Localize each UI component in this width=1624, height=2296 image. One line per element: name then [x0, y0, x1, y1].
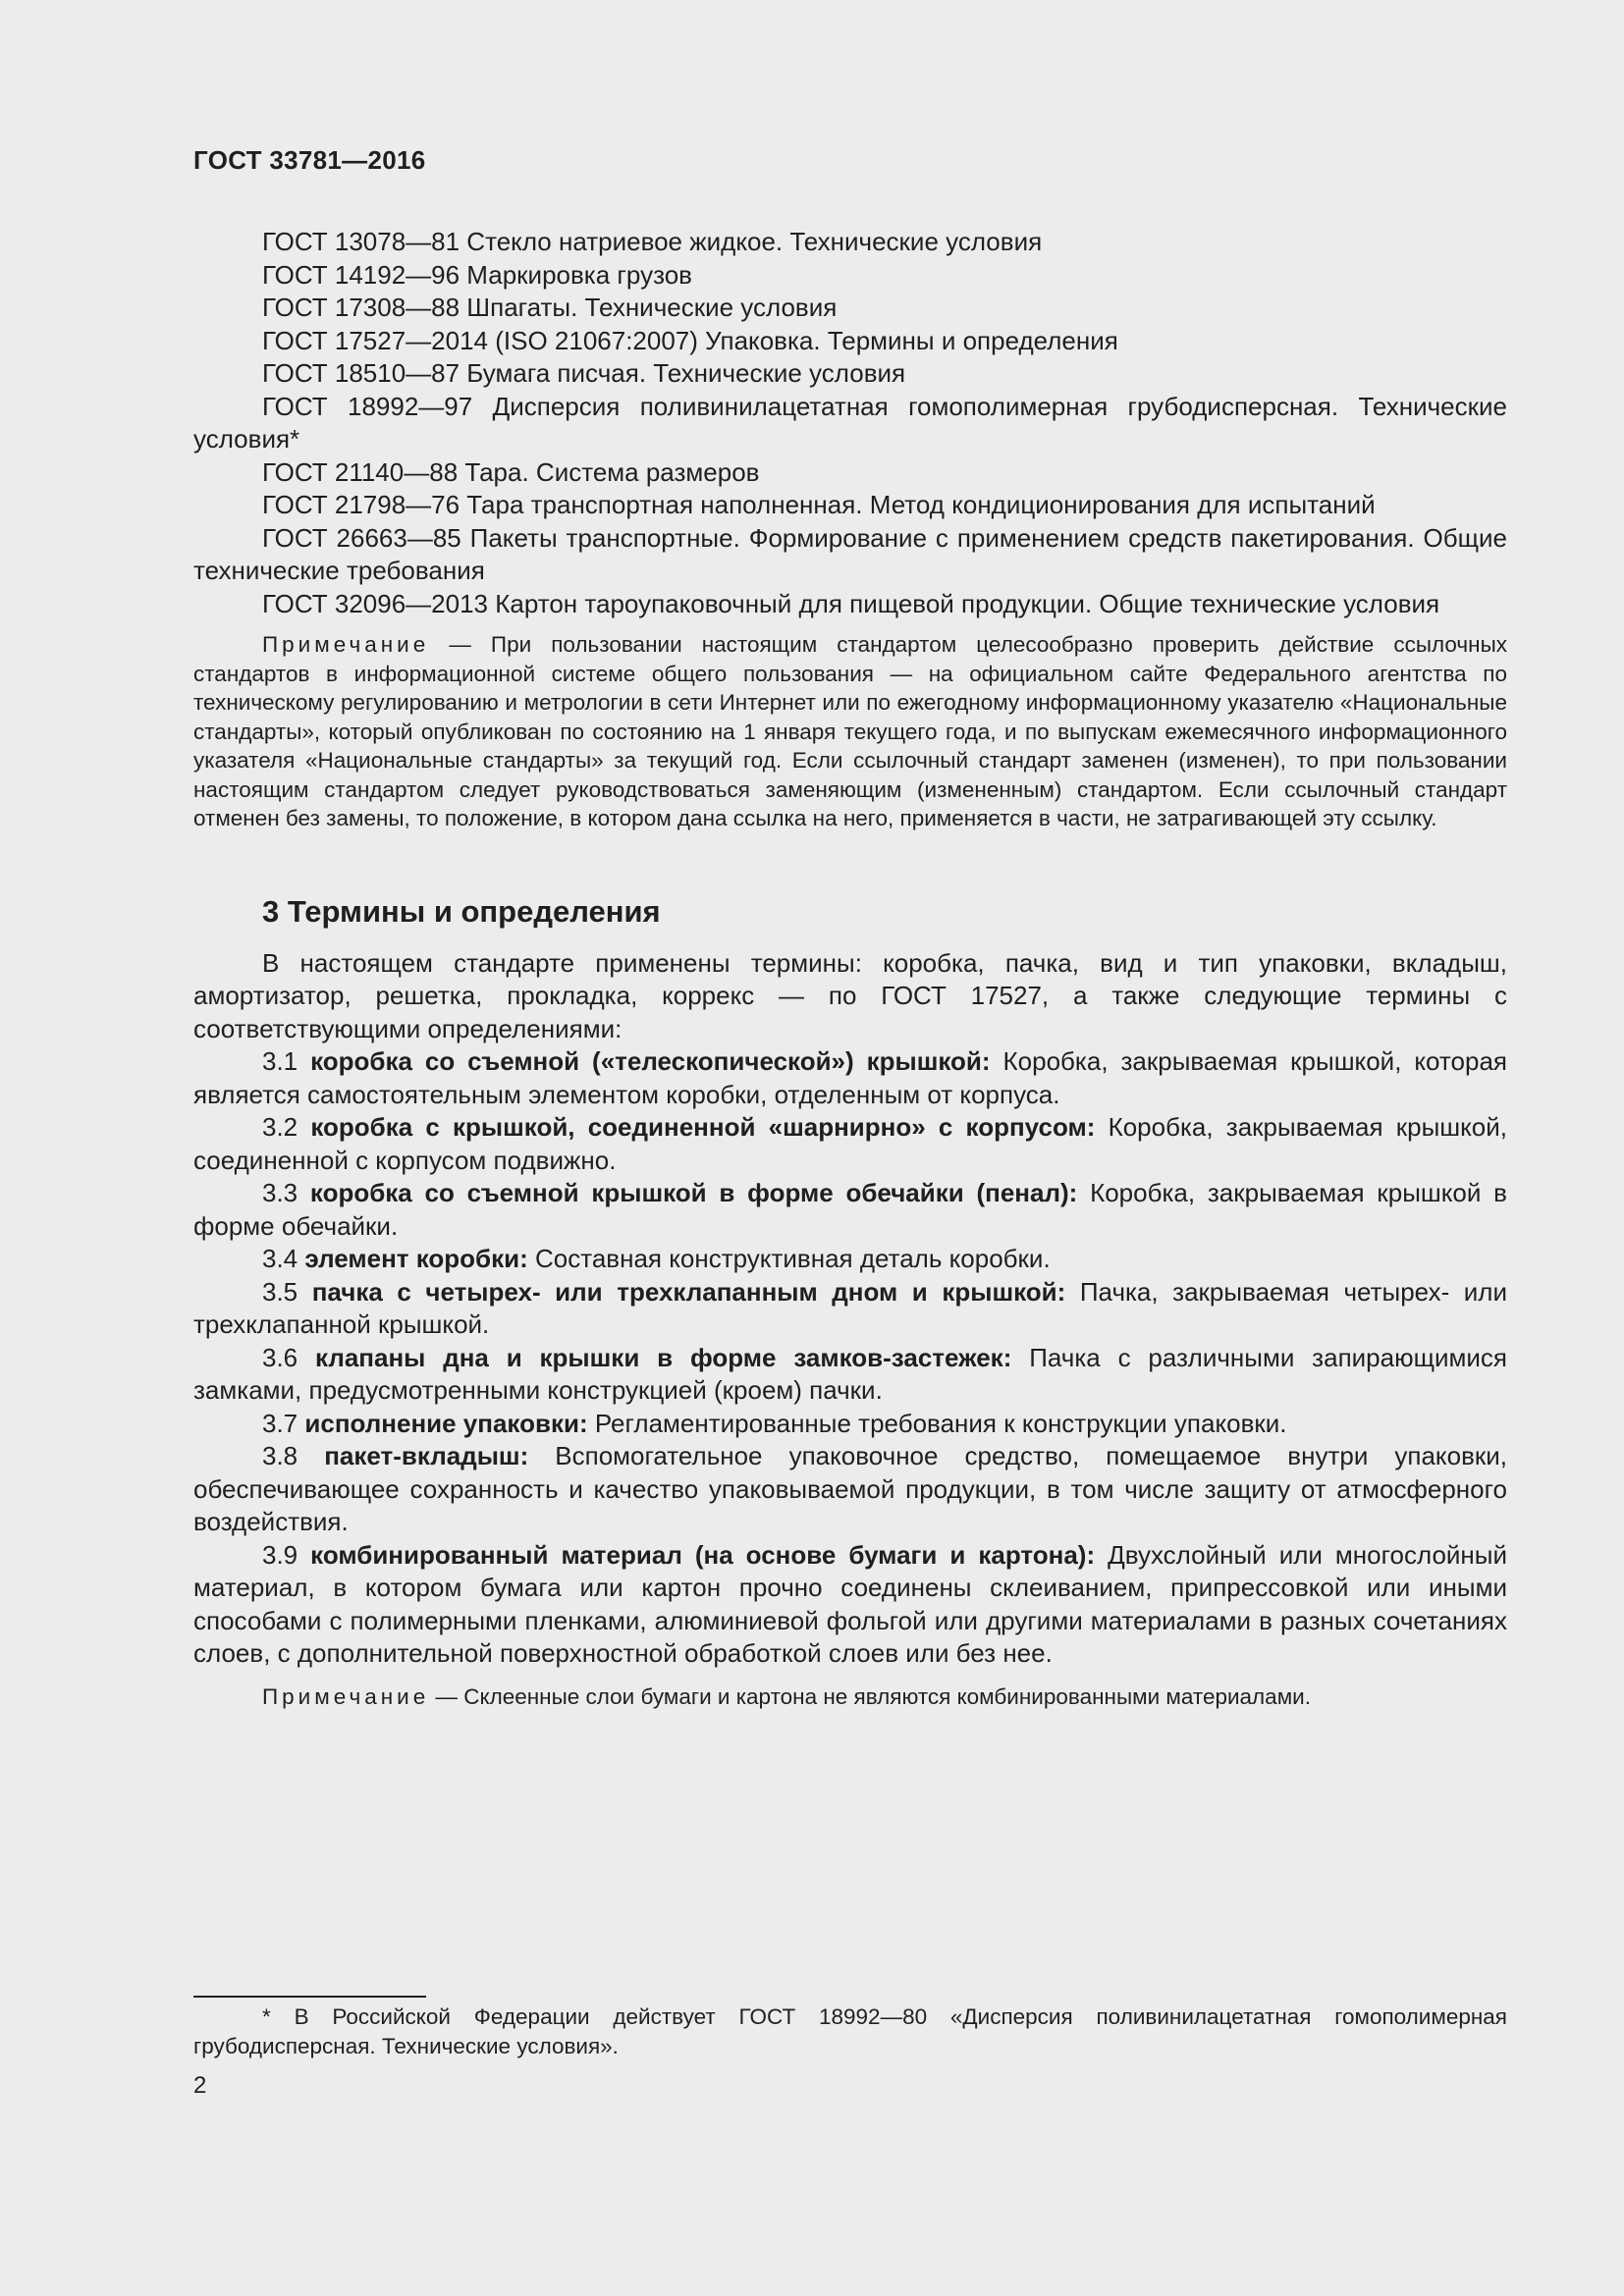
term-name: элемент коробки: [304, 1244, 528, 1273]
term-entry [193, 1539, 1507, 1671]
document-page [193, 145, 1507, 1711]
footnote: * В Российской Федерации действует ГОСТ 18992—80 «Дисперсия поливинилацетатная гомополимерная грубодисперсная. Технические условия». [193, 2004, 1507, 2058]
term-definition: Регламентированные требования к конструкции упаковки. [587, 1408, 1287, 1438]
reference-item: ГОСТ 13078—81 Стекло натриевое жидкое. Технические условия [262, 227, 1043, 256]
reference-item: ГОСТ 17308—88 Шпагаты. Технические условия [262, 293, 838, 322]
term-number: 3.4 [262, 1244, 305, 1273]
term-definition: Вспомогательное упаковочное средство, помещаемое внутри упаковки, обеспечивающее сохранность и качество упаковываемой продукции, в том числе защиту от атмосферного воздействия. [193, 1441, 1507, 1536]
footnote-divider [193, 1996, 426, 1998]
term-definition: Коробка, закрываемая крышкой, которая является самостоятельным элементом коробки, отделенным от корпуса. [193, 1046, 1507, 1109]
reference-item: ГОСТ 18510—87 Бумага писчая. Технические условия [262, 358, 906, 388]
term-number: 3.6 [262, 1342, 315, 1372]
term-name: пакет-вкладыш: [324, 1441, 529, 1470]
terms-section [193, 947, 1507, 1671]
term-number: 3.5 [262, 1276, 312, 1307]
term-name: клапаны дна и крышки в форме замков-застежек: [314, 1342, 1012, 1372]
reference-item: ГОСТ 21798—76 Тара транспортная наполненная. Метод кондиционирования для испытаний [262, 490, 1376, 519]
term-definition: Составная конструктивная деталь коробки. [527, 1244, 1051, 1273]
note-text: — При пользовании настоящим стандартом целесообразно проверить действие ссылочных стандартов в информационной системе общего пользования — на официальном сайте Федерального агентства по техническому регулированию и метрологии в сети Интернет или по ежегодному информационному указателю «Национальные стандарты», который опубликован по состоянию на 1 января текущего года, и по выпускам ежемесячного информационного указателя «Национальные стандарты» за текущий год. Если ссылочный стандарт заменен (изменен), то при пользовании настоящим стандартом следует руководствоваться заменяющим (измененным) стандартом. Если ссылочный стандарт отменен без замены, то положение, в котором дана ссылка на него, применяется в части, не затрагивающей эту ссылку. [193, 632, 1507, 830]
reference-item: ГОСТ 18992—97 Дисперсия поливинилацетатная гомополимерная грубодисперсная. Технические условия* [193, 391, 1507, 454]
note-text: — Склеенные слои бумаги и картона не являются комбинированными материалами. [429, 1683, 1311, 1709]
normative-references [193, 226, 1507, 620]
term-definition: Двухслойный или многослойный материал, в котором бумага или картон прочно соединены склеиванием, припрессовкой или иными способами с полимерными пленками, алюминиевой фольгой или другими материалами в разных сочетаниях слоев, с дополнительной поверхностной обработкой слоев или без нее. [193, 1539, 1507, 1668]
term-entry [193, 1177, 1507, 1243]
term-definition: Коробка, закрываемая крышкой в форме обечайки. [193, 1178, 1507, 1241]
term-name: коробка со съемной крышкой в форме обечайки (пенал): [309, 1178, 1078, 1207]
term-definition: Коробка, закрываемая крышкой, соединенной с корпусом подвижно. [193, 1112, 1507, 1175]
term-number: 3.9 [262, 1539, 311, 1570]
term-entry [193, 1111, 1507, 1177]
term-definition: Пачка с различными запирающимися замками, предусмотренными конструкцией (кроем) пачки. [193, 1342, 1507, 1405]
note-label: Примечание [262, 632, 430, 657]
term-name: пачка с четырех- или трехклапанным дном и крышкой: [311, 1276, 1066, 1307]
note-label: Примечание [262, 1683, 430, 1709]
term-number: 3.1 [262, 1046, 311, 1076]
term-number: 3.7 [262, 1408, 305, 1438]
term-number: 3.8 [262, 1441, 325, 1470]
term-entry [193, 1342, 1507, 1408]
reference-item: ГОСТ 17527—2014 (ISO 21067:2007) Упаковка. Термины и определения [262, 325, 1118, 355]
term-entry [193, 1045, 1507, 1111]
term-number: 3.3 [262, 1178, 310, 1207]
reference-item: ГОСТ 26663—85 Пакеты транспортные. Формирование с применением средств пакетирования. Общие технические требования [193, 522, 1507, 585]
page-number: 2 [193, 2072, 207, 2099]
reference-item: ГОСТ 32096—2013 Картон тароупаковочный для пищевой продукции. Общие технические условия [262, 588, 1440, 618]
term-definition: Пачка, закрываемая четырех- или трехклапанной крышкой. [193, 1276, 1507, 1339]
reference-item: ГОСТ 21140—88 Тара. Система размеров [262, 456, 760, 487]
references-note [193, 630, 1507, 833]
section-intro: В настоящем стандарте применены термины: коробка, пачка, вид и тип упаковки, вкладыш, амортизатор, решетка, прокладка, коррекс — по ГОСТ 17527, а также следующие термины с соответствующими определениями: [193, 947, 1507, 1043]
reference-item: ГОСТ 14192—96 Маркировка грузов [262, 259, 692, 290]
term-name: комбинированный материал (на основе бумаги и картона): [310, 1539, 1096, 1570]
term-entry [193, 1243, 1507, 1276]
document-header: ГОСТ 33781—2016 [193, 145, 426, 175]
term-entry [193, 1440, 1507, 1539]
section-title: 3 Термины и определения [262, 893, 661, 929]
term-name: коробка с крышкой, соединенной «шарнирно» с корпусом: [310, 1112, 1096, 1142]
term-number: 3.2 [262, 1112, 311, 1142]
terms-note [193, 1682, 1507, 1712]
term-entry [193, 1276, 1507, 1342]
term-name: коробка со съемной («телескопической») крышкой: [310, 1046, 991, 1076]
term-entry [193, 1408, 1507, 1441]
term-name: исполнение упаковки: [304, 1408, 588, 1438]
